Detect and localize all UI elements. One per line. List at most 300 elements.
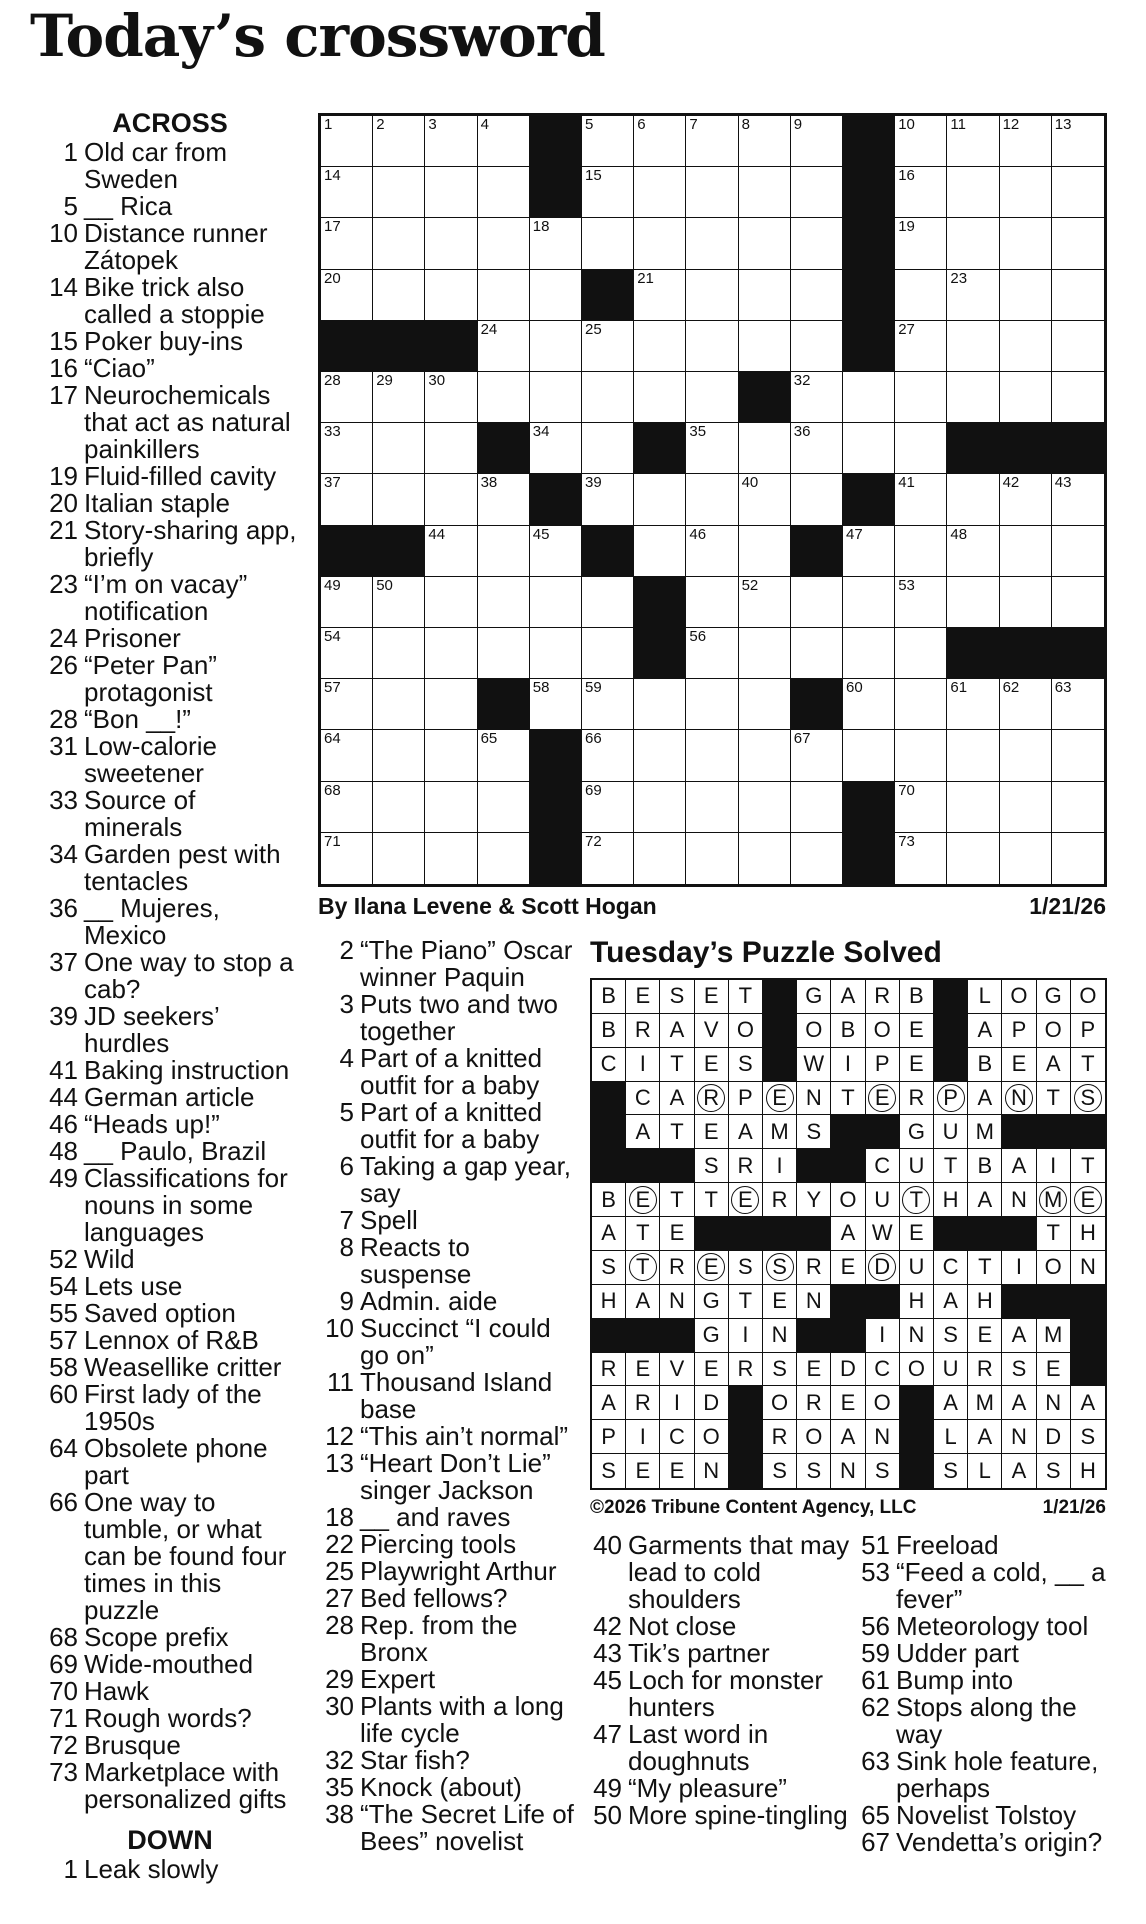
grid-cell[interactable] xyxy=(895,628,947,679)
grid-cell[interactable] xyxy=(373,628,425,679)
cell-number: 35 xyxy=(689,423,707,441)
clue-text: Prisoner xyxy=(84,623,181,653)
grid-cell[interactable] xyxy=(634,372,686,423)
grid-cell[interactable] xyxy=(425,218,477,269)
grid-cell[interactable] xyxy=(739,167,791,218)
grid-cell[interactable] xyxy=(530,321,582,372)
solution-letter: E xyxy=(1045,1355,1061,1381)
across-clue xyxy=(40,1489,300,1624)
grid-cell[interactable] xyxy=(321,423,373,474)
grid-cell[interactable] xyxy=(425,526,477,577)
grid-cell[interactable] xyxy=(739,270,791,321)
grid-cell[interactable] xyxy=(373,372,425,423)
grid-cell[interactable] xyxy=(843,730,895,781)
solution-cell xyxy=(763,1454,797,1488)
grid-cell[interactable] xyxy=(425,474,477,525)
grid-cell[interactable] xyxy=(947,116,999,167)
down-clue xyxy=(316,1801,576,1855)
grid-cell[interactable] xyxy=(373,218,425,269)
grid-cell[interactable] xyxy=(478,321,530,372)
grid-cell[interactable] xyxy=(530,526,582,577)
grid-cell[interactable] xyxy=(478,628,530,679)
grid-cell[interactable] xyxy=(686,270,738,321)
grid-cell[interactable] xyxy=(634,833,686,884)
grid-cell[interactable] xyxy=(1000,167,1052,218)
grid-cell[interactable] xyxy=(895,833,947,884)
cell-number: 41 xyxy=(898,474,915,492)
solution-cell xyxy=(1037,1454,1071,1488)
grid-cell[interactable] xyxy=(947,730,999,781)
grid-cell[interactable] xyxy=(947,218,999,269)
clue-text: Vendetta’s origin? xyxy=(896,1827,1103,1857)
grid-cell[interactable] xyxy=(1052,167,1104,218)
grid-cell[interactable] xyxy=(791,474,843,525)
grid-cell[interactable] xyxy=(947,526,999,577)
grid-cell[interactable] xyxy=(791,833,843,884)
clue-number: 1 xyxy=(63,137,78,167)
grid-cell[interactable] xyxy=(582,423,634,474)
grid-cell[interactable] xyxy=(373,167,425,218)
grid-cell[interactable] xyxy=(634,218,686,269)
grid-cell[interactable] xyxy=(686,628,738,679)
grid-cell[interactable] xyxy=(1000,782,1052,833)
grid-cell[interactable] xyxy=(478,782,530,833)
grid-cell[interactable] xyxy=(739,526,791,577)
clue-number: 41 xyxy=(49,1055,78,1085)
grid-cell[interactable] xyxy=(1052,526,1104,577)
grid-cell[interactable] xyxy=(895,167,947,218)
grid-cell[interactable] xyxy=(634,782,686,833)
grid-cell[interactable] xyxy=(530,218,582,269)
across-clue xyxy=(40,841,300,895)
grid-cell[interactable] xyxy=(791,321,843,372)
grid-cell[interactable] xyxy=(895,270,947,321)
solution-cell xyxy=(1037,1217,1071,1251)
grid-cell[interactable] xyxy=(582,833,634,884)
solution-cell xyxy=(763,1319,797,1353)
grid-cell[interactable] xyxy=(321,833,373,884)
solution-letter: A xyxy=(635,1118,651,1144)
grid-cell[interactable] xyxy=(373,679,425,730)
grid-cell[interactable] xyxy=(791,218,843,269)
grid-cell[interactable] xyxy=(1000,526,1052,577)
solution-cell xyxy=(592,1386,626,1420)
solution-cell xyxy=(831,1217,865,1251)
grid-cell[interactable] xyxy=(947,321,999,372)
clue-text: Baking instruction xyxy=(84,1055,290,1085)
grid-cell[interactable] xyxy=(321,679,373,730)
grid-cell[interactable] xyxy=(321,474,373,525)
clue-text: Expert xyxy=(360,1664,436,1694)
grid-cell[interactable] xyxy=(895,321,947,372)
across-clue xyxy=(40,193,300,220)
clue-text: Last word in doughnuts xyxy=(628,1719,769,1776)
grid-cell[interactable] xyxy=(582,679,634,730)
solution-letter: R xyxy=(737,1355,754,1381)
clue-number: 73 xyxy=(49,1757,78,1787)
grid-cell[interactable] xyxy=(425,372,477,423)
grid-cell[interactable] xyxy=(1052,730,1104,781)
grid-cell[interactable] xyxy=(1052,372,1104,423)
solution-cell xyxy=(626,1217,660,1251)
solution-cell xyxy=(866,980,900,1014)
grid-cell[interactable] xyxy=(895,218,947,269)
down-clue xyxy=(316,1558,576,1585)
grid-cell[interactable] xyxy=(582,372,634,423)
grid-cell[interactable] xyxy=(739,218,791,269)
grid-cell[interactable] xyxy=(582,730,634,781)
grid-cell[interactable] xyxy=(373,270,425,321)
solution-letter: E xyxy=(840,1254,856,1280)
down-clue xyxy=(852,1748,1112,1802)
grid-cell[interactable] xyxy=(478,833,530,884)
grid-cell[interactable] xyxy=(791,423,843,474)
grid-cell[interactable] xyxy=(739,577,791,628)
grid-cell[interactable] xyxy=(321,270,373,321)
grid-cell[interactable] xyxy=(634,270,686,321)
grid-cell[interactable] xyxy=(1052,270,1104,321)
down-clue xyxy=(316,1747,576,1774)
grid-cell[interactable] xyxy=(791,730,843,781)
grid-cell[interactable] xyxy=(791,167,843,218)
grid-cell[interactable] xyxy=(1052,218,1104,269)
grid-cell[interactable] xyxy=(895,474,947,525)
grid-cell[interactable] xyxy=(791,270,843,321)
grid-cell[interactable] xyxy=(321,167,373,218)
down-clue xyxy=(316,1585,576,1612)
grid-cell[interactable] xyxy=(686,833,738,884)
grid-cell[interactable] xyxy=(425,577,477,628)
grid-cell[interactable] xyxy=(947,577,999,628)
grid-cell[interactable] xyxy=(1052,321,1104,372)
grid-cell[interactable] xyxy=(530,679,582,730)
grid-cell[interactable] xyxy=(1000,577,1052,628)
grid-cell[interactable] xyxy=(791,577,843,628)
grid-cell[interactable] xyxy=(843,372,895,423)
grid-cell[interactable] xyxy=(1000,116,1052,167)
grid-cell[interactable] xyxy=(947,372,999,423)
grid-cell[interactable] xyxy=(373,423,425,474)
grid-cell[interactable] xyxy=(634,474,686,525)
grid-cell[interactable] xyxy=(947,270,999,321)
solution-cell xyxy=(592,1014,626,1048)
grid-cell[interactable] xyxy=(530,628,582,679)
grid-cell[interactable] xyxy=(582,474,634,525)
solution-cell xyxy=(831,980,865,1014)
grid-cell[interactable] xyxy=(895,423,947,474)
solution-letter: R xyxy=(600,1355,617,1381)
grid-cell[interactable] xyxy=(530,270,582,321)
grid-cell[interactable] xyxy=(739,423,791,474)
grid-cell[interactable] xyxy=(634,167,686,218)
cell-number: 58 xyxy=(532,679,550,697)
grid-cell[interactable] xyxy=(843,679,895,730)
grid-cell[interactable] xyxy=(843,628,895,679)
cell-number: 11 xyxy=(950,116,966,133)
grid-cell[interactable] xyxy=(739,474,791,525)
grid-cell[interactable] xyxy=(321,218,373,269)
solution-letter: U xyxy=(942,1355,959,1381)
grid-cell[interactable] xyxy=(947,679,999,730)
grid-cell[interactable] xyxy=(373,782,425,833)
grid-cell[interactable] xyxy=(739,321,791,372)
solution-black-square xyxy=(900,1454,934,1488)
across-clue xyxy=(40,895,300,949)
grid-cell[interactable] xyxy=(1052,782,1104,833)
grid-cell[interactable] xyxy=(425,270,477,321)
solution-cell xyxy=(831,1420,865,1454)
grid-cell[interactable] xyxy=(895,730,947,781)
solution-letter: S xyxy=(1045,1458,1061,1484)
solution-letter: I xyxy=(639,1423,646,1449)
clue-number: 57 xyxy=(49,1325,78,1355)
grid-cell[interactable] xyxy=(425,423,477,474)
grid-cell[interactable] xyxy=(582,116,634,167)
grid-cell[interactable] xyxy=(373,730,425,781)
grid-cell[interactable] xyxy=(1000,270,1052,321)
grid-cell[interactable] xyxy=(947,833,999,884)
solution-cell xyxy=(626,1014,660,1048)
solution-letter: A xyxy=(1045,1051,1061,1077)
solution-letter: L xyxy=(978,983,991,1009)
across-clue xyxy=(40,571,300,625)
grid-cell[interactable] xyxy=(1052,474,1104,525)
clue-number: 53 xyxy=(861,1557,890,1587)
grid-cell[interactable] xyxy=(686,321,738,372)
clue-number: 14 xyxy=(49,272,78,302)
grid-cell[interactable] xyxy=(791,782,843,833)
grid-cell[interactable] xyxy=(634,679,686,730)
grid-cell[interactable] xyxy=(1052,833,1104,884)
grid-cell[interactable] xyxy=(947,167,999,218)
down-clue xyxy=(852,1802,1112,1829)
solution-letter: P xyxy=(937,1084,965,1112)
solution-letter: V xyxy=(703,1017,719,1043)
grid-cell[interactable] xyxy=(895,782,947,833)
solution-cell xyxy=(831,1251,865,1285)
solution-black-square xyxy=(1037,1285,1071,1319)
grid-cell[interactable] xyxy=(895,577,947,628)
grid-cell[interactable] xyxy=(478,474,530,525)
grid-cell[interactable] xyxy=(530,372,582,423)
down-clue xyxy=(584,1802,854,1829)
grid-cell[interactable] xyxy=(530,423,582,474)
grid-cell[interactable] xyxy=(634,730,686,781)
grid-cell[interactable] xyxy=(1000,730,1052,781)
grid-cell[interactable] xyxy=(1052,116,1104,167)
solution-cell xyxy=(729,1285,763,1319)
grid-cell[interactable] xyxy=(739,833,791,884)
grid-cell[interactable] xyxy=(843,526,895,577)
across-clue xyxy=(40,355,300,382)
grid-cell[interactable] xyxy=(686,474,738,525)
grid-cell[interactable] xyxy=(791,372,843,423)
black-square xyxy=(321,526,373,577)
grid-cell[interactable] xyxy=(478,730,530,781)
solution-black-square xyxy=(900,1386,934,1420)
across-clue xyxy=(40,1759,300,1813)
solution-letter: A xyxy=(635,1288,651,1314)
grid-cell[interactable] xyxy=(686,116,738,167)
black-square xyxy=(843,321,895,372)
grid-cell[interactable] xyxy=(582,218,634,269)
grid-cell[interactable] xyxy=(582,628,634,679)
grid-cell[interactable] xyxy=(739,628,791,679)
grid-cell[interactable] xyxy=(1000,218,1052,269)
page-title: Today’s crossword xyxy=(30,2,605,70)
solution-letter: E xyxy=(635,1355,651,1381)
grid-cell[interactable] xyxy=(739,730,791,781)
grid-cell[interactable] xyxy=(530,577,582,628)
grid-cell[interactable] xyxy=(686,167,738,218)
grid-cell[interactable] xyxy=(425,679,477,730)
grid-cell[interactable] xyxy=(686,423,738,474)
solution-letter: T xyxy=(841,1085,855,1111)
solution-letter: S xyxy=(806,1118,822,1144)
cell-number: 13 xyxy=(1054,116,1072,133)
grid-cell[interactable] xyxy=(1000,833,1052,884)
solution-letter: N xyxy=(1011,1186,1027,1212)
black-square xyxy=(1052,628,1104,679)
grid-cell[interactable] xyxy=(478,218,530,269)
across-clue xyxy=(40,1327,300,1354)
clue-number: 22 xyxy=(325,1529,354,1559)
cell-number: 68 xyxy=(324,781,341,799)
black-square xyxy=(1000,628,1052,679)
grid-cell[interactable] xyxy=(321,730,373,781)
cell-number: 16 xyxy=(898,167,915,185)
cell-number: 3 xyxy=(428,116,437,133)
grid-cell[interactable] xyxy=(1052,679,1104,730)
cell-number: 38 xyxy=(480,474,498,492)
grid-cell[interactable] xyxy=(895,116,947,167)
grid-cell[interactable] xyxy=(425,833,477,884)
grid-cell[interactable] xyxy=(947,474,999,525)
grid-cell[interactable] xyxy=(1052,577,1104,628)
grid-cell[interactable] xyxy=(686,730,738,781)
grid-cell[interactable] xyxy=(321,372,373,423)
grid-cell[interactable] xyxy=(373,116,425,167)
clue-text: Novelist Tolstoy xyxy=(896,1800,1077,1830)
grid-cell[interactable] xyxy=(425,730,477,781)
grid-cell[interactable] xyxy=(791,116,843,167)
grid-cell[interactable] xyxy=(1000,679,1052,730)
grid-cell[interactable] xyxy=(686,782,738,833)
grid-cell[interactable] xyxy=(321,116,373,167)
solution-cell xyxy=(1071,1386,1105,1420)
grid-cell[interactable] xyxy=(1000,321,1052,372)
solution-letter: A xyxy=(1011,1152,1027,1178)
solution-cell xyxy=(592,1183,626,1217)
solution-letter: B xyxy=(840,1017,856,1043)
grid-cell[interactable] xyxy=(582,321,634,372)
solution-letter: B xyxy=(977,1152,993,1178)
clue-number: 68 xyxy=(49,1622,78,1652)
grid-cell[interactable] xyxy=(739,679,791,730)
grid-cell[interactable] xyxy=(739,116,791,167)
grid-cell[interactable] xyxy=(895,372,947,423)
solution-black-square xyxy=(968,1217,1002,1251)
grid-cell[interactable] xyxy=(1000,372,1052,423)
clue-number: 4 xyxy=(339,1043,354,1073)
grid-cell[interactable] xyxy=(686,218,738,269)
grid-cell[interactable] xyxy=(634,116,686,167)
grid-cell[interactable] xyxy=(582,167,634,218)
clue-text: Scope prefix xyxy=(84,1622,229,1652)
grid-cell[interactable] xyxy=(686,577,738,628)
grid-cell[interactable] xyxy=(321,577,373,628)
solution-cell xyxy=(797,1353,831,1387)
black-square xyxy=(582,270,634,321)
grid-cell[interactable] xyxy=(478,526,530,577)
solution-cell xyxy=(866,1420,900,1454)
grid-cell[interactable] xyxy=(582,782,634,833)
grid-cell[interactable] xyxy=(425,782,477,833)
solution-cell xyxy=(866,1149,900,1183)
clue-text: Poker buy-ins xyxy=(84,326,243,356)
grid-cell[interactable] xyxy=(791,628,843,679)
clue-text: Garments that may lead to cold shoulders xyxy=(628,1530,850,1614)
grid-cell[interactable] xyxy=(947,782,999,833)
solution-letter: A xyxy=(977,1186,993,1212)
grid-cell[interactable] xyxy=(895,679,947,730)
grid-cell[interactable] xyxy=(686,372,738,423)
solution-letter: R xyxy=(805,1254,822,1280)
grid-cell[interactable] xyxy=(843,577,895,628)
grid-cell[interactable] xyxy=(373,577,425,628)
clue-number: 59 xyxy=(861,1638,890,1668)
cell-number: 44 xyxy=(428,525,446,543)
solution-cell xyxy=(695,1082,729,1116)
grid-cell[interactable] xyxy=(895,526,947,577)
grid-cell[interactable] xyxy=(843,423,895,474)
clue-number: 3 xyxy=(339,989,354,1019)
grid-cell[interactable] xyxy=(478,270,530,321)
clue-text: Hawk xyxy=(84,1676,150,1706)
grid-cell[interactable] xyxy=(686,679,738,730)
clue-number: 49 xyxy=(49,1163,78,1193)
grid-cell[interactable] xyxy=(321,628,373,679)
grid-cell[interactable] xyxy=(478,116,530,167)
grid-cell[interactable] xyxy=(373,474,425,525)
grid-cell[interactable] xyxy=(686,526,738,577)
solution-cell xyxy=(934,1183,968,1217)
grid-cell[interactable] xyxy=(739,782,791,833)
grid-cell[interactable] xyxy=(425,628,477,679)
grid-cell[interactable] xyxy=(373,833,425,884)
grid-cell[interactable] xyxy=(478,577,530,628)
clue-text: Knock (about) xyxy=(360,1772,522,1802)
solution-cell xyxy=(968,1420,1002,1454)
down-clue xyxy=(316,1666,576,1693)
grid-cell[interactable] xyxy=(634,526,686,577)
clue-number: 62 xyxy=(861,1692,890,1722)
clue-number: 45 xyxy=(593,1665,622,1695)
clue-number: 31 xyxy=(49,731,78,761)
clue-number: 28 xyxy=(49,704,78,734)
cell-number: 62 xyxy=(1002,679,1020,697)
grid-cell[interactable] xyxy=(425,167,477,218)
grid-cell[interactable] xyxy=(478,167,530,218)
crossword-grid[interactable] xyxy=(318,113,1107,887)
grid-cell[interactable] xyxy=(321,782,373,833)
grid-cell[interactable] xyxy=(425,116,477,167)
grid-cell[interactable] xyxy=(634,321,686,372)
grid-cell[interactable] xyxy=(582,577,634,628)
grid-cell[interactable] xyxy=(1000,474,1052,525)
grid-cell[interactable] xyxy=(478,372,530,423)
solution-black-square xyxy=(831,1115,865,1149)
